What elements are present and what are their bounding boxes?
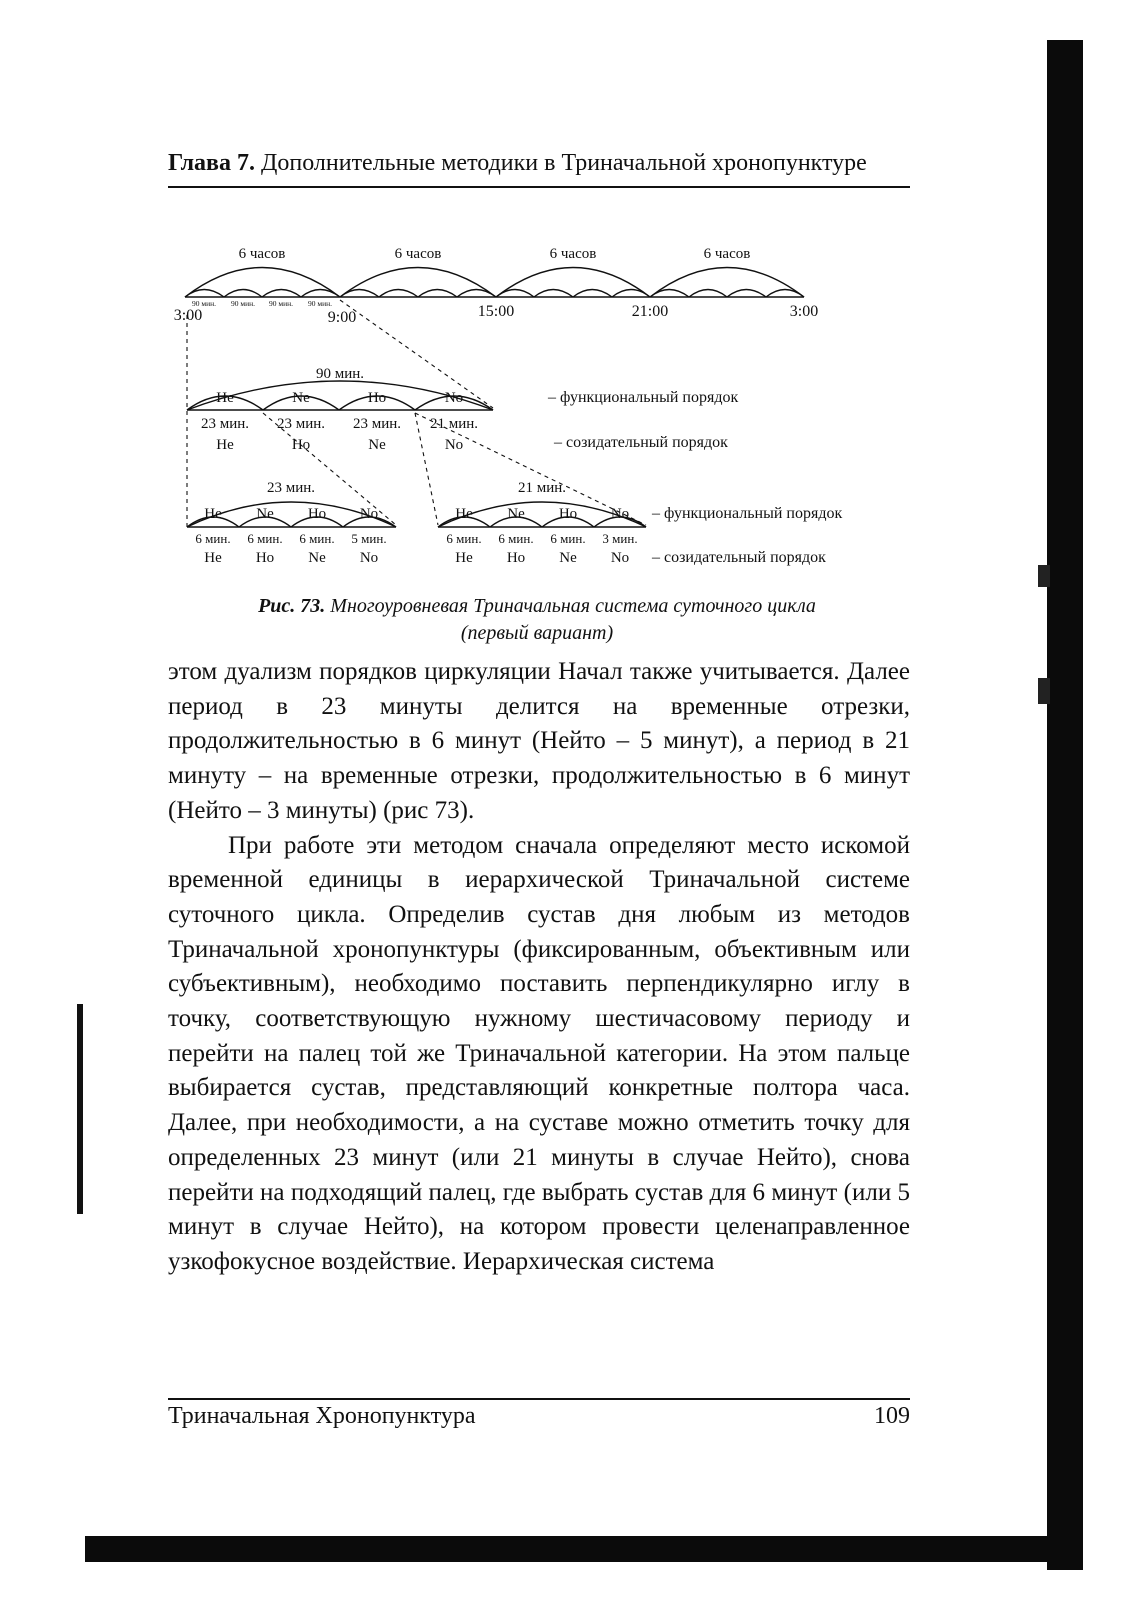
running-header [168,148,910,178]
figure-caption [160,593,914,647]
time-label: 15:00 [477,303,515,320]
right-functional-label: No [610,506,630,522]
scan-mark-left [77,1004,83,1214]
left-functional-label: Ne [256,506,274,522]
right-functional-label: Ho [558,506,578,522]
figure-73 [160,230,914,580]
page-number: 109 [874,1403,910,1429]
chapter-label: Глава 7. [168,150,255,176]
right-minutes-label: 3 мин. [602,531,638,546]
chapter-title: Дополнительные методики в Триначальной хронопунктуре [261,150,867,176]
top-period-label: 6 часов [549,246,597,262]
caption-label: Рис. 73. [258,595,326,617]
right-creative-label: Ho [506,550,526,566]
mid-functional-label: Ho [367,390,387,406]
right-creative-label: No [610,550,630,566]
caption-line-2: (первый вариант) [460,622,614,644]
top-sub-label: 90 мин. [268,299,294,308]
right-minutes-label: 6 мин. [498,531,534,546]
right-functional-label: Ne [507,506,525,522]
mid-minutes-label: 23 мин. [352,416,402,432]
left-creative-label: He [204,550,222,566]
right-functional-legend: – функциональный порядок [652,505,843,522]
footer-rule [168,1398,910,1400]
right-creative-legend: – созидательный порядок [652,549,826,566]
top-period-label: 6 часов [238,246,286,262]
mid-minutes-label: 21 мин. [429,416,479,432]
mid-creative-label: No [444,437,464,453]
right-functional-label: He [455,506,473,522]
body-text [168,655,910,1280]
mid-functional-legend: – функциональный порядок [548,389,739,406]
caption-line-1 [160,593,914,620]
top-period-label: 6 часов [703,246,751,262]
left-minutes-label: 6 мин. [299,531,335,546]
right-minutes-label: 6 мин. [550,531,586,546]
caption-text: Многоуровневая Триначальная система суточного цикла [330,595,816,617]
scan-speck [1038,678,1050,704]
mid-functional-label: No [444,390,464,406]
time-label: 21:00 [631,303,669,320]
time-label: 3:00 [789,303,819,320]
left-minutes-label: 5 мин. [351,531,387,546]
top-period-label: 6 часов [394,246,442,262]
left-span-label: 23 мин. [266,480,316,496]
scan-edge-right [1047,40,1083,1570]
header-rule [168,186,910,188]
time-label: 3:00 [173,307,203,324]
top-sub-label: 90 мин. [307,299,333,308]
right-creative-label: He [455,550,473,566]
mid-minutes-label: 23 мин. [200,416,250,432]
time-label: 9:00 [327,309,357,326]
mid-minutes-label: 23 мин. [276,416,326,432]
right-creative-label: Ne [559,550,577,566]
left-creative-label: Ho [255,550,275,566]
mid-functional-label: Ne [292,390,310,406]
footer-title: Триначальная Хронопунктура [168,1403,476,1429]
top-sub-label: 90 мин. [230,299,256,308]
mid-creative-label: He [216,437,234,453]
scan-speck [1038,565,1050,587]
right-span-label: 21 мин. [517,480,567,496]
left-minutes-label: 6 мин. [247,531,283,546]
mid-creative-label: Ne [368,437,386,453]
right-minutes-label: 6 мин. [446,531,482,546]
left-functional-label: Ho [307,506,327,522]
scan-edge-bottom [85,1536,1075,1562]
left-functional-label: He [204,506,222,522]
left-creative-label: No [359,550,379,566]
mid-creative-label: Ho [291,437,311,453]
mid-functional-label: He [216,390,234,406]
left-functional-label: No [359,506,379,522]
mid-creative-legend: – созидательный порядок [554,434,728,451]
top-sub-label: 90 мин. [191,299,217,308]
left-minutes-label: 6 мин. [195,531,231,546]
paragraph-2: При работе эти методом сначала определяют место искомой временной единицы в иерархической Триначальной системе суточного цикла. Определив сустав дня любым из методов Триначальной хронопунктуры (фиксированным, объективным или субъективным), необходимо поставить перпендикулярно иглу в точку, соответствующую нужному шестичасовому периоду и перейти на палец той же Триначальной категории. На этом пальце выбирается сустав, представляющий конкретные полтора часа. Далее, при необходимости, а на суставе можно отметить точку для определенных 23 минут (или 21 минуты в случае Нейто), снова перейти на подходящий палец, где выбрать сустав для 6 минут (или 5 минут в случае Нейто), на котором провести целенаправленное узкофокусное воздействие. Иерархическая система [168,831,910,1275]
left-creative-label: Ne [308,550,326,566]
mid-span-label: 90 мин. [315,366,365,382]
paragraph-1: этом дуализм порядков циркуляции Начал также учитывается. Далее период в 23 минуты делится на временные отрезки, продолжительностью в 6 минут (Нейто – 5 минут), а период в 21 минуту – на временные отрезки, продолжительностью в 6 минут (Нейто – 3 минуты) (рис 73). [168,658,910,824]
